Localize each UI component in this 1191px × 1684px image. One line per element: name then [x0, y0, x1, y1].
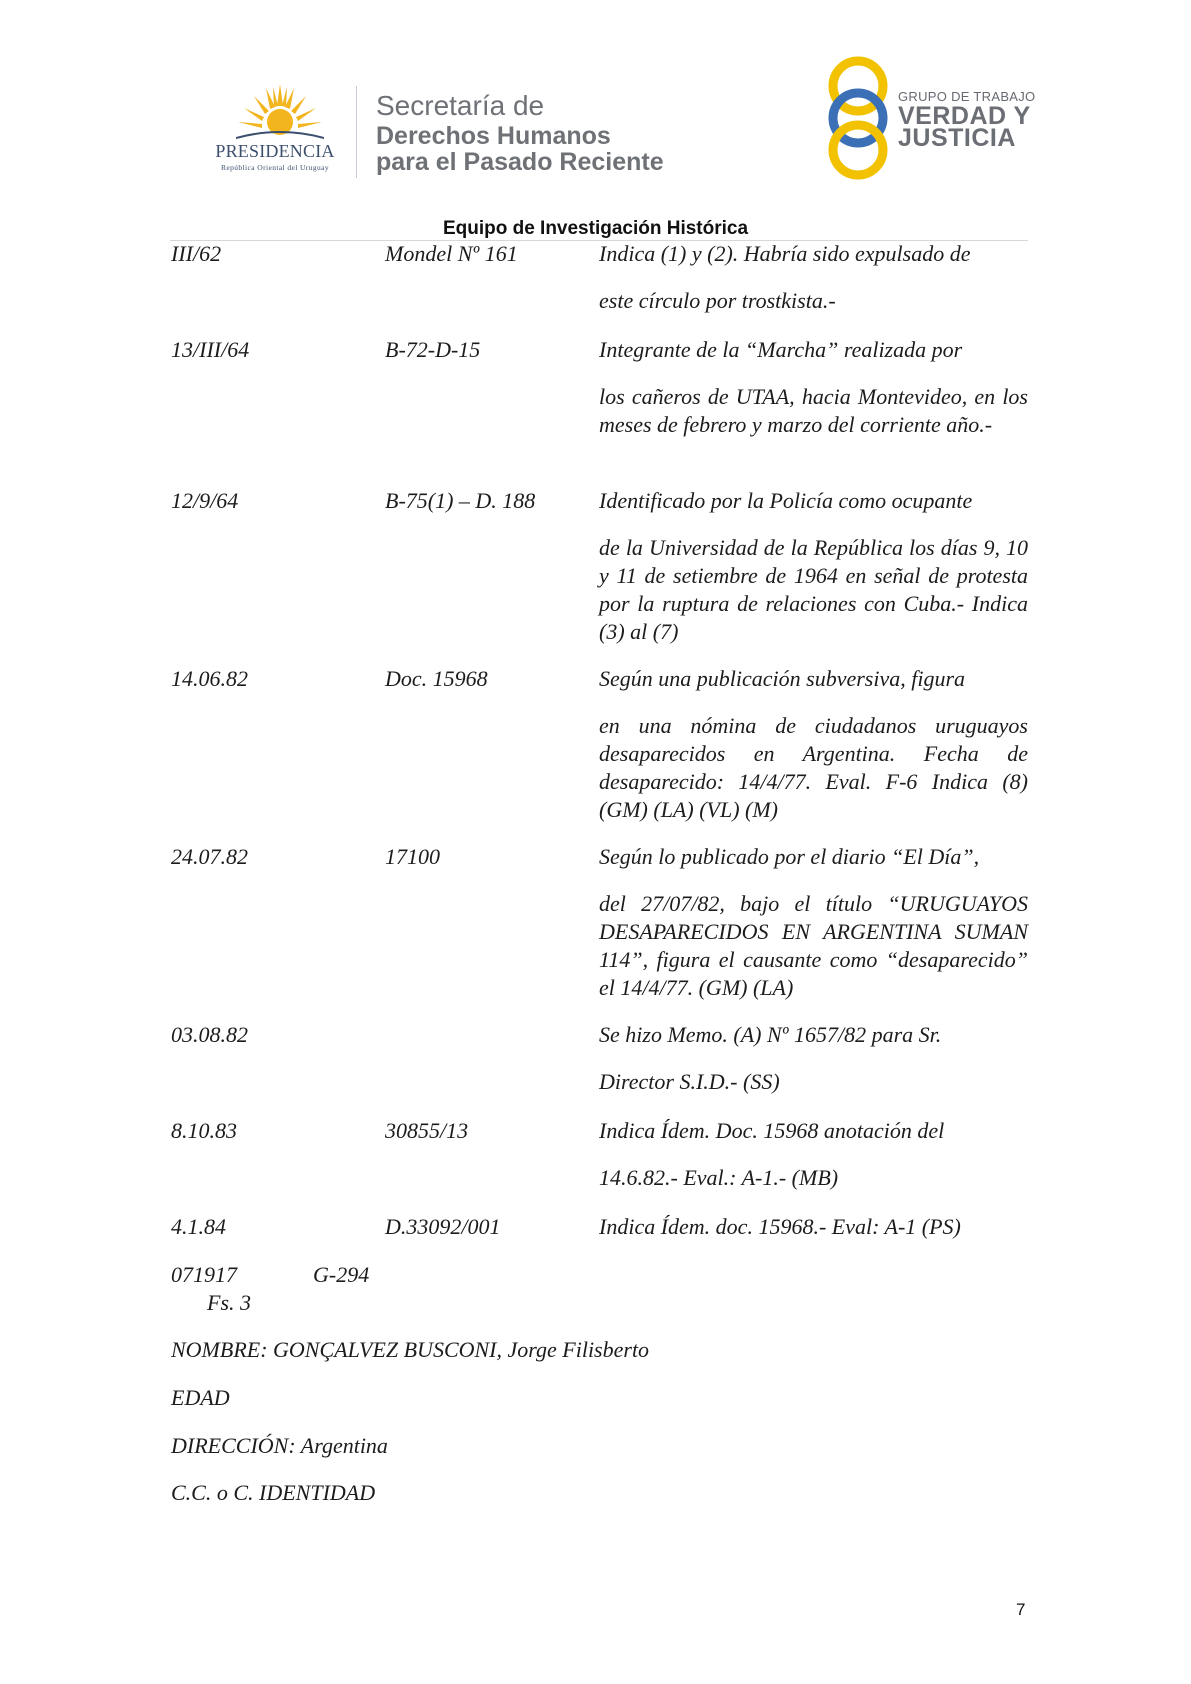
record-description-rest: los cañeros de UTAA, hacia Montevideo, en los meses de febrero y marzo del corriente año.- — [599, 384, 1028, 437]
record-description-first-line: Identificado por la Policía como ocupante — [599, 488, 973, 513]
grupo-line-2: VERDAD Y — [898, 102, 1031, 130]
id-field: C.C. o C. IDENTIDAD — [171, 1480, 376, 1505]
record-date: 13/III/64 — [171, 337, 250, 362]
record-description-first-line: Indica (1) y (2). Habría sido expulsado de — [599, 241, 971, 266]
grupo-line-1: GRUPO DE TRABAJO — [898, 89, 1036, 104]
record-date: 12/9/64 — [171, 488, 239, 513]
file-code: 071917 — [171, 1262, 237, 1287]
record-description-first-line: Indica Ídem. Doc. 15968 anotación del — [599, 1118, 945, 1143]
address-field: DIRECCIÓN: Argentina — [171, 1433, 388, 1458]
secretaria-line-3: para el Pasado Reciente — [376, 148, 664, 176]
record-description — [599, 240, 1028, 315]
secretaria-line-1: Secretaría de — [376, 90, 545, 121]
record-description-first-line: Según lo publicado por el diario “El Día”, — [599, 844, 980, 869]
record-date: 03.08.82 — [171, 1022, 248, 1047]
record-date: III/62 — [171, 241, 222, 266]
folio-number: Fs. 3 — [207, 1290, 251, 1315]
record-description-rest: del 27/07/82, bajo el título “URUGUAYOS DESAPARECIDOS EN ARGENTINA SUMAN 114”, figura el causante como “desaparecido” el 14/4/77. (GM) (LA) — [599, 891, 1028, 1000]
record-description-first-line: Según una publicación subversiva, figura — [599, 666, 966, 691]
sun-emblem-icon — [236, 82, 324, 140]
team-title: Equipo de Investigación Histórica — [442, 218, 749, 239]
interlocked-rings-icon — [822, 56, 894, 180]
presidencia-logo-subtitle: República Oriental del Uruguay — [220, 163, 329, 172]
record-description-rest: 14.6.82.- Eval.: A-1.- (MB) — [599, 1165, 839, 1190]
logo-divider — [356, 86, 357, 178]
record-description-first-line: Se hizo Memo. (A) Nº 1657/82 para Sr. — [599, 1022, 942, 1047]
record-reference: B-72-D-15 — [385, 337, 481, 362]
secretaria-line-2: Derechos Humanos — [376, 122, 611, 150]
folder-code: G-294 — [313, 1262, 370, 1287]
grupo-line-3: JUSTICIA — [898, 124, 1016, 152]
record-description — [599, 843, 1028, 1002]
record-description — [599, 336, 1028, 439]
record-reference: B-75(1) – D. 188 — [385, 488, 536, 513]
record-description — [599, 665, 1028, 824]
record-reference: 17100 — [385, 844, 440, 869]
record-description — [599, 1117, 1028, 1192]
record-date: 24.07.82 — [171, 844, 248, 869]
record-date: 8.10.83 — [171, 1118, 237, 1143]
record-reference: 30855/13 — [385, 1118, 469, 1143]
record-description-rest: Director S.I.D.- (SS) — [599, 1069, 780, 1094]
record-description-rest: en una nómina de ciudadanos uruguayos desaparecidos en Argentina. Fecha de desaparecido: 14/4/77. Eval. F-6 Indica (8) (GM) (LA) (VL) (M) — [599, 713, 1028, 822]
record-reference: Doc. 15968 — [385, 666, 488, 691]
record-description-first-line: Integrante de la “Marcha” realizada por — [599, 337, 963, 362]
age-field: EDAD — [171, 1385, 230, 1410]
record-description-first-line: Indica Ídem. doc. 15968.- Eval: A-1 (PS) — [599, 1214, 961, 1239]
record-reference: Mondel Nº 161 — [385, 241, 518, 266]
record-description — [599, 487, 1028, 646]
name-field: NOMBRE: GONÇALVEZ BUSCONI, Jorge Filisberto — [171, 1337, 650, 1362]
record-description-rest: este círculo por trostkista.- — [599, 288, 836, 313]
record-description-rest: de la Universidad de la República los días 9, 10 y 11 de setiembre de 1964 en señal de protesta por la ruptura de relaciones con Cuba.- Indica (3) al (7) — [599, 535, 1028, 644]
record-description — [599, 1213, 1028, 1241]
record-description — [599, 1021, 1028, 1096]
record-reference: D.33092/001 — [385, 1214, 501, 1239]
page-number: 7 — [1016, 1600, 1026, 1619]
record-date: 14.06.82 — [171, 666, 248, 691]
presidencia-logo-name: PRESIDENCIA — [215, 141, 335, 161]
record-date: 4.1.84 — [171, 1214, 226, 1239]
